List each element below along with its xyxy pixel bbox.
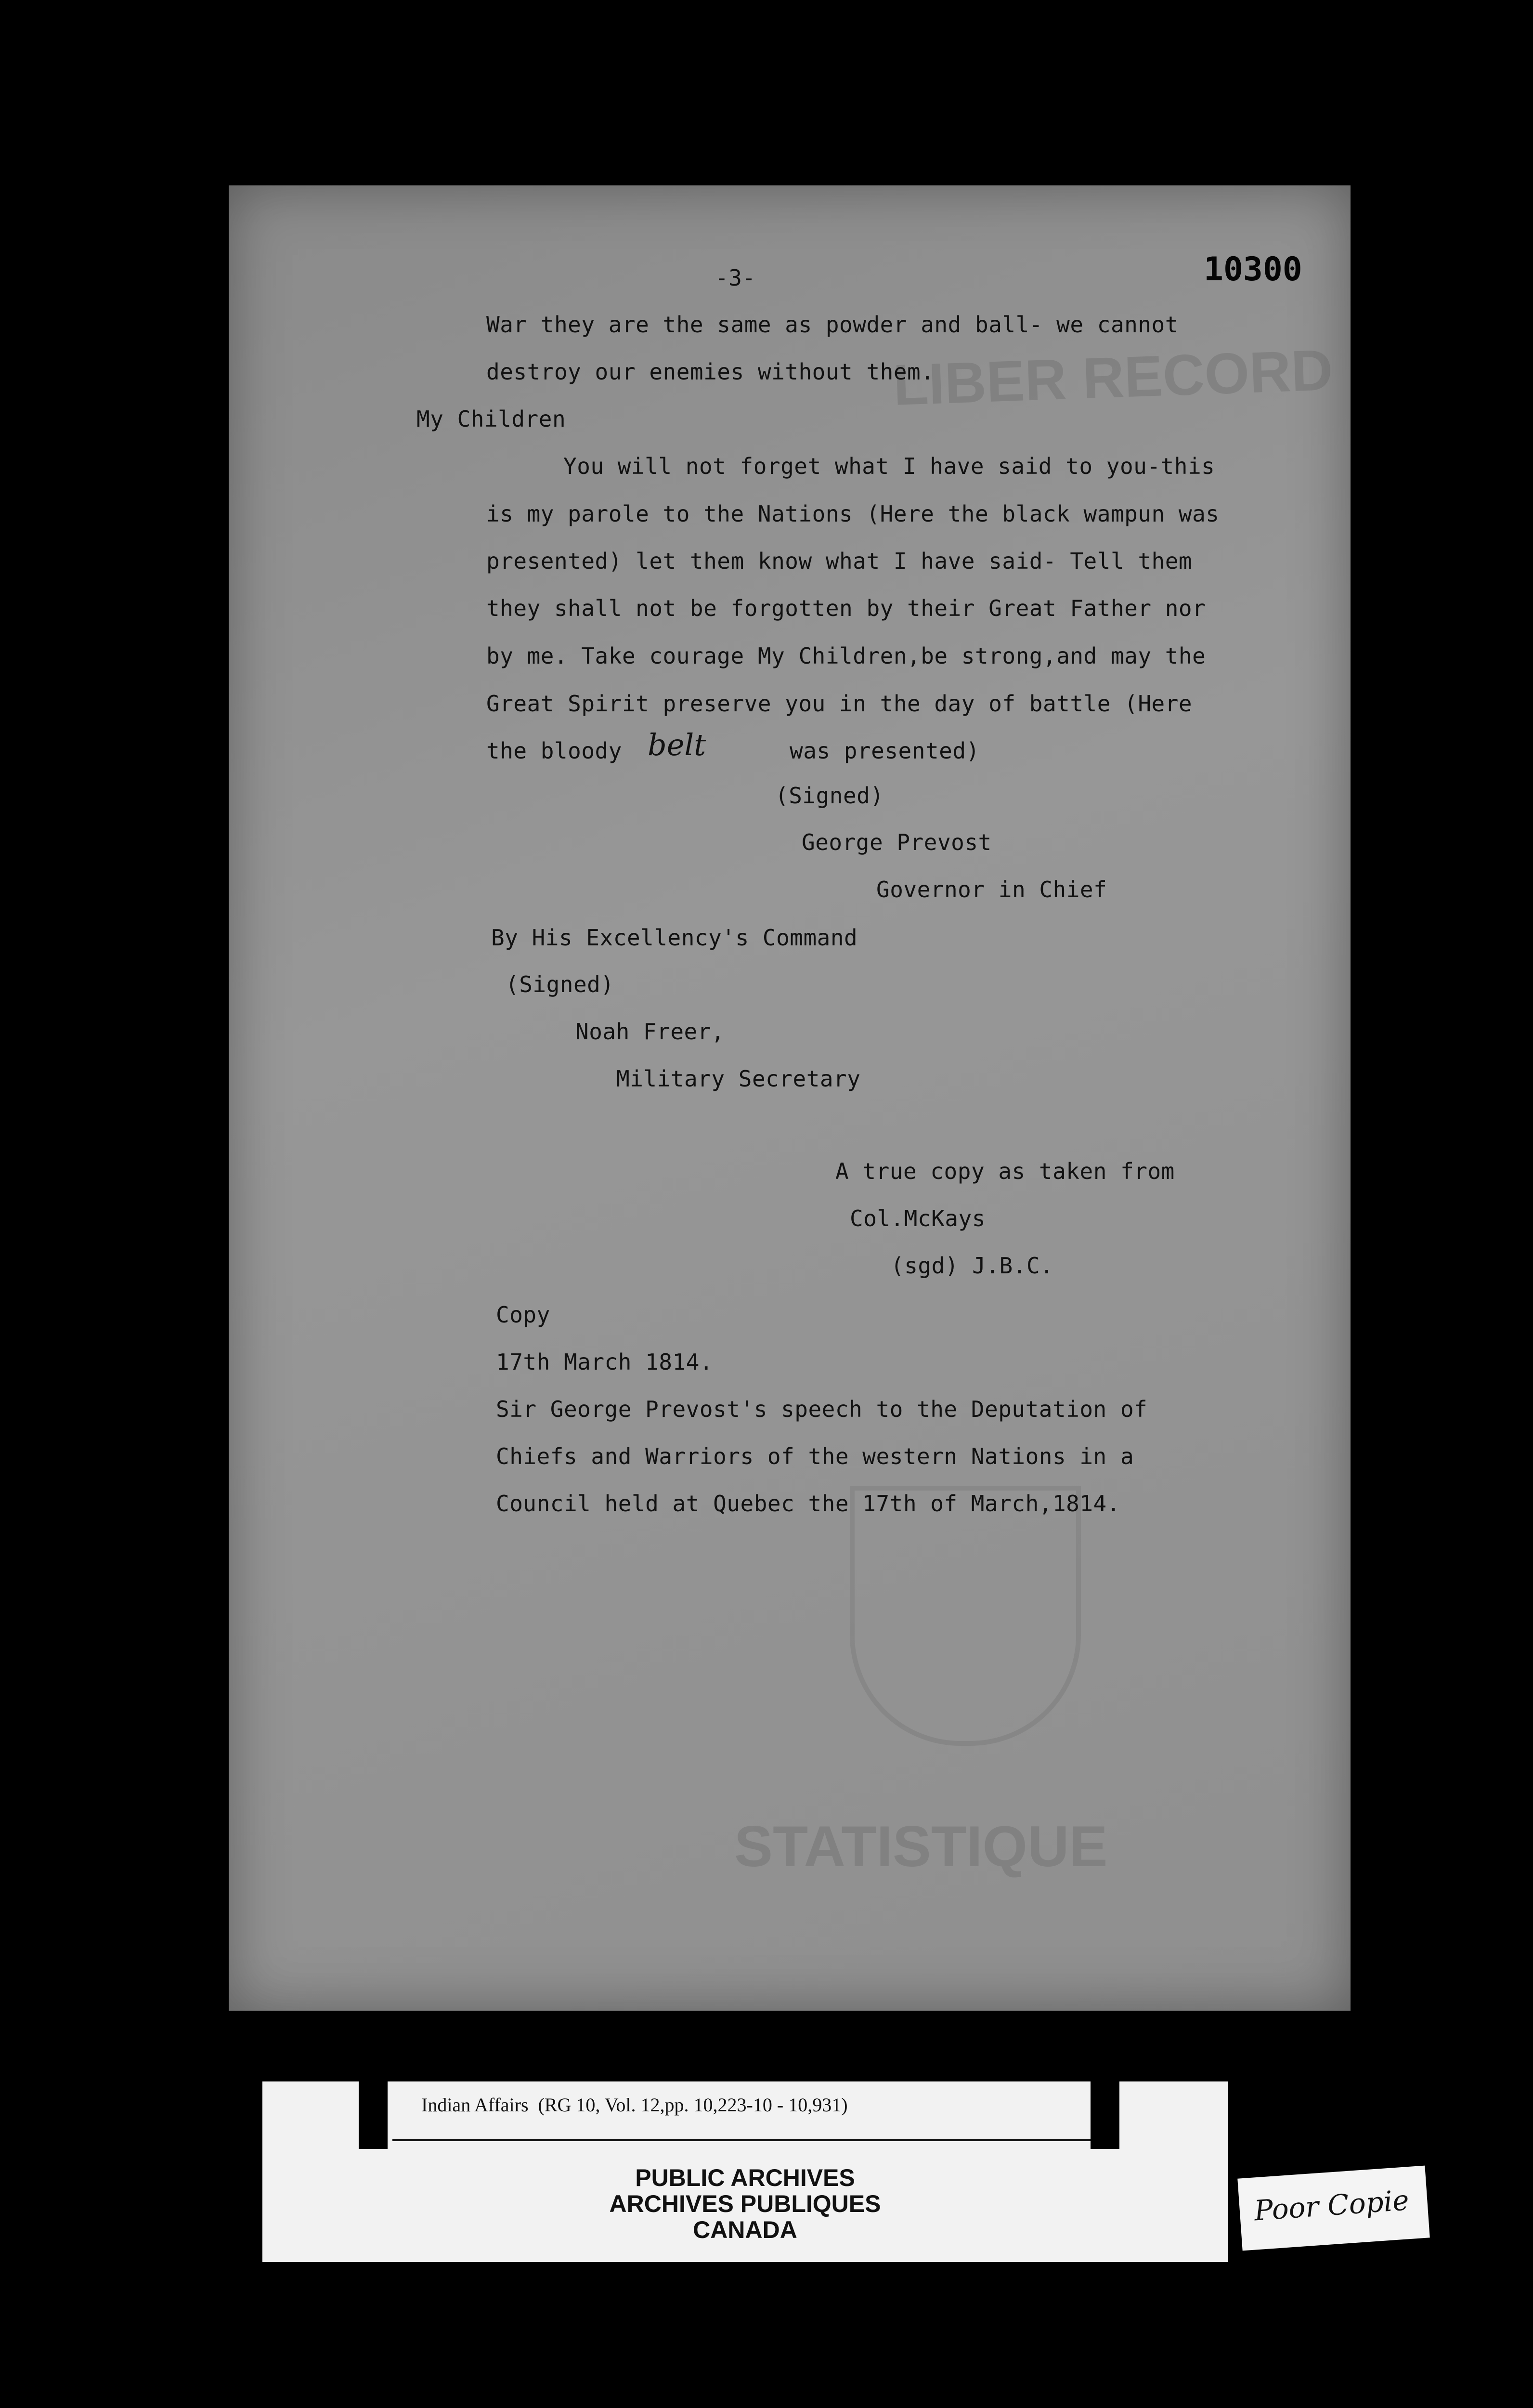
handwritten-insert: belt xyxy=(648,727,706,762)
speech-line-3: Council held at Quebec the 17th of March,1814. xyxy=(496,1491,1120,1517)
secretary-title: Military Secretary xyxy=(616,1066,861,1092)
label-tab-right xyxy=(1091,2081,1119,2149)
copy-heading: Copy xyxy=(496,1302,550,1328)
text-line-4: You will not forget what I have said to you-this xyxy=(563,453,1215,479)
faint-stamp-ghost-lower: STATISTIQUE xyxy=(734,1814,1108,1879)
text-line-3: My Children xyxy=(416,406,566,432)
secretary-name: Noah Freer, xyxy=(575,1019,725,1045)
signer-name: George Prevost xyxy=(802,829,992,855)
command-line: By His Excellency's Command xyxy=(491,925,858,951)
folio-number: 10300 xyxy=(1204,250,1302,288)
speech-line-1: Sir George Prevost's speech to the Deputation of xyxy=(496,1396,1148,1422)
faint-seal-ghost xyxy=(850,1486,1081,1746)
poor-copy-tag xyxy=(1237,2166,1430,2251)
archive-reference: Indian Affairs (RG 10, Vol. 12,pp. 10,223-10 - 10,931) xyxy=(421,2094,848,2116)
signer-title: Governor in Chief xyxy=(876,877,1107,903)
text-line-9: Great Spirit preserve you in the day of battle (Here xyxy=(486,691,1193,717)
text-line-7: they shall not be forgotten by their Great Father nor xyxy=(486,595,1206,621)
label-tab-left xyxy=(359,2081,388,2149)
text-line-5: is my parole to the Nations (Here the black wampun was xyxy=(486,501,1220,527)
source-line: Col.McKays xyxy=(850,1205,986,1231)
text-line-10: the bloody xyxy=(486,738,622,764)
archive-label-strip xyxy=(262,2081,1228,2262)
faint-stamp-ghost: LIBER RECORD xyxy=(892,338,1334,418)
page-number: -3- xyxy=(715,265,756,291)
sgd-line: (sgd) J.B.C. xyxy=(891,1253,1054,1279)
true-copy-line: A true copy as taken from xyxy=(835,1158,1175,1184)
poor-copy-text: Poor Copie xyxy=(1253,2184,1410,2227)
speech-line-2: Chiefs and Warriors of the western Nations in a xyxy=(496,1443,1134,1469)
signed-line-2: (Signed) xyxy=(506,971,614,997)
text-line-2: destroy our enemies without them. xyxy=(486,359,935,385)
text-line-1: War they are the same as powder and ball- we cannot xyxy=(486,312,1179,338)
document-page xyxy=(229,185,1351,2011)
date-line: 17th March 1814. xyxy=(496,1349,714,1375)
label-divider xyxy=(392,2139,1091,2141)
text-line-6: presented) let them know what I have said- Tell them xyxy=(486,548,1193,574)
archives-line-2: ARCHIVES PUBLIQUES xyxy=(609,2190,881,2217)
text-line-11: was presented) xyxy=(790,738,980,764)
archives-line-3: CANADA xyxy=(693,2216,797,2243)
archives-line-1: PUBLIC ARCHIVES xyxy=(635,2164,855,2191)
signed-line: (Signed) xyxy=(775,783,884,809)
text-line-8: by me. Take courage My Children,be strong,and may the xyxy=(486,643,1206,669)
